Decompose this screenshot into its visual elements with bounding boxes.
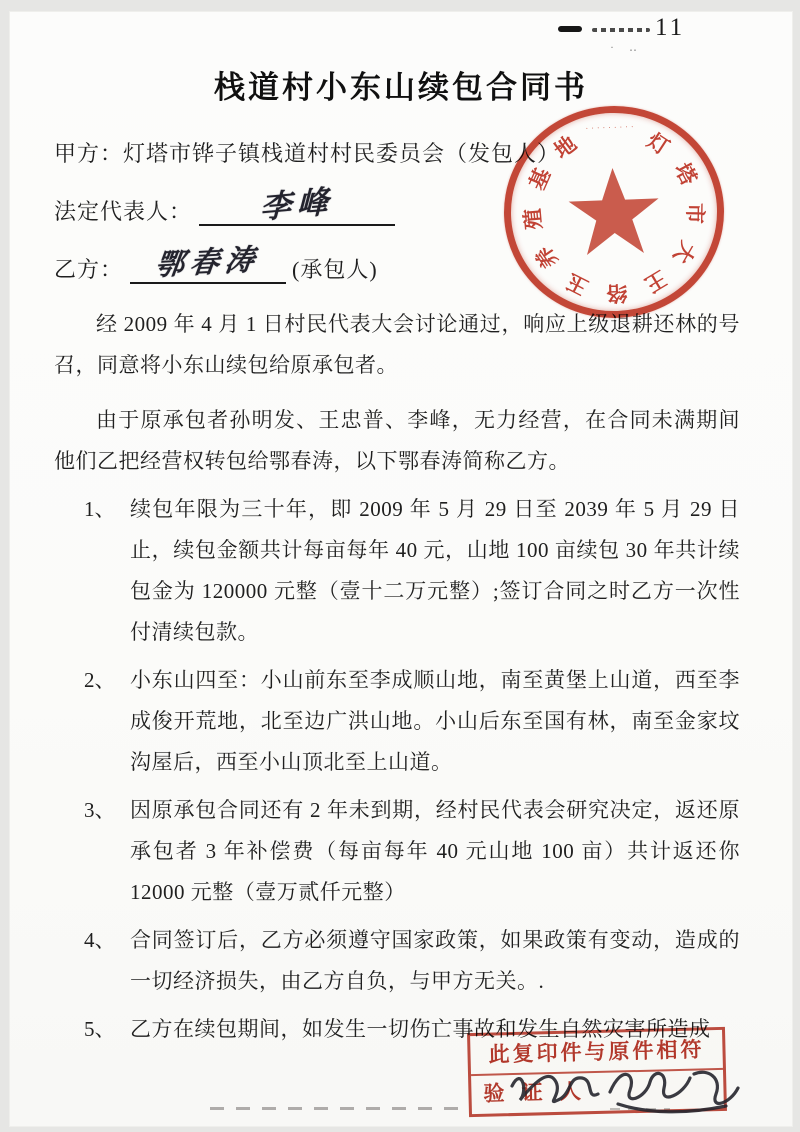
page-number: 11: [655, 14, 686, 41]
verification-stamp-line1: 此复印件与原件相符: [470, 1030, 723, 1076]
verification-stamp-line2: 验 证 人: [483, 1079, 588, 1106]
party-a-label: 甲方：: [54, 141, 124, 166]
legal-rep-signature-line: [199, 183, 395, 226]
clause-5-text: 乙方在续包期间，如发生一切伤亡事故和发生自然灾害所造成: [130, 1017, 711, 1041]
preamble-paragraph-2: 由于原承包者孙明发、王忠普、李峰，无力经营，在合同未满期间他们乙把经营权转包给鄂春涛，以下鄂春涛简称乙方。: [54, 408, 740, 473]
clause-2-text: 小东山四至：小山前东至李成顺山地，南至黄堡上山道，西至李成俊开荒地，北至边广洪山地。小山后东至国有林，南至金家坟沟屋后，西至小山顶北至上山道。: [130, 668, 740, 774]
scan-smudge-dashes: [592, 28, 650, 32]
official-round-seal: [500, 102, 727, 322]
scan-faint-dots: · ‥: [610, 40, 643, 54]
scan-bottom-artifact: [210, 1107, 460, 1110]
party-b-signature-line: [130, 244, 286, 284]
clause-1-number: 1、: [84, 497, 116, 521]
clause-1-text: 续包年限为三十年，即 2009 年 5 月 29 日至 2039 年 5 月 29 日止，续包金额共计每亩每年 40 元，山地 100 亩续包 30 年共计续包金为 120000 元整（壹十二万元整）;签订合同之时乙方一次性付清续包款。: [130, 497, 740, 644]
verifier-signature-scrawl: [498, 1048, 748, 1128]
party-b-label: 乙方：: [54, 257, 124, 282]
seal-ring-char: 殖: [520, 207, 547, 231]
seal-ring-char: 络: [605, 280, 628, 306]
party-a-name: 灯塔市铧子镇栈道村村民委员会（发包人）: [123, 141, 561, 166]
legal-rep-label: 法定代表人：: [54, 199, 193, 224]
clause-3-number: 3、: [84, 798, 116, 822]
clause-4: [54, 920, 740, 1002]
clause-1: [54, 489, 740, 653]
legal-rep-signature-handwriting: 李峰: [259, 183, 334, 226]
seal-ring-char: 玉: [562, 268, 593, 300]
seal-star-icon: [560, 160, 667, 264]
clause-2: [54, 660, 740, 783]
party-b-suffix: (承包人): [292, 257, 378, 282]
seal-ring-char: 养: [531, 241, 563, 273]
seal-ring-char: 地: [549, 131, 581, 164]
seal-ring-char: 基: [524, 164, 556, 194]
seal-ring-char: 塔: [669, 159, 702, 189]
clause-4-number: 4、: [84, 928, 116, 952]
seal-serial-marks: ·········: [585, 122, 637, 133]
preamble-paragraph-1: 经 2009 年 4 月 1 日村民代表大会讨论通过，响应上级退耕还林的号召，同意将小东山续包给原承包者。: [54, 312, 740, 377]
clause-5-number: 5、: [84, 1017, 116, 1041]
seal-ring-char: 大: [668, 237, 700, 268]
seal-ring-char: 王: [640, 265, 671, 298]
clause-3: [54, 790, 740, 913]
contract-title: 栈道村小东山续包合同书: [214, 70, 588, 105]
scan-smudge-mark: [558, 26, 582, 32]
document-page: [10, 12, 792, 1126]
clause-3-text: 因原承包合同还有 2 年未到期，经村民代表会研究决定，返还原承包者 3 年补偿费（每亩每年 40 元山地 100 亩）共计返还你 12000 元整（壹万贰仟元整）: [130, 798, 740, 904]
seal-ring-char: 市: [682, 202, 708, 225]
clause-4-text: 合同签订后，乙方必须遵守国家政策，如果政策有变动，造成的一切经济损失，由乙方自负，与甲方无关。.: [130, 928, 740, 993]
clause-2-number: 2、: [84, 668, 116, 692]
party-b-signature-handwriting: 鄂春涛: [153, 244, 262, 282]
seal-ring-char: 灯: [642, 128, 674, 160]
